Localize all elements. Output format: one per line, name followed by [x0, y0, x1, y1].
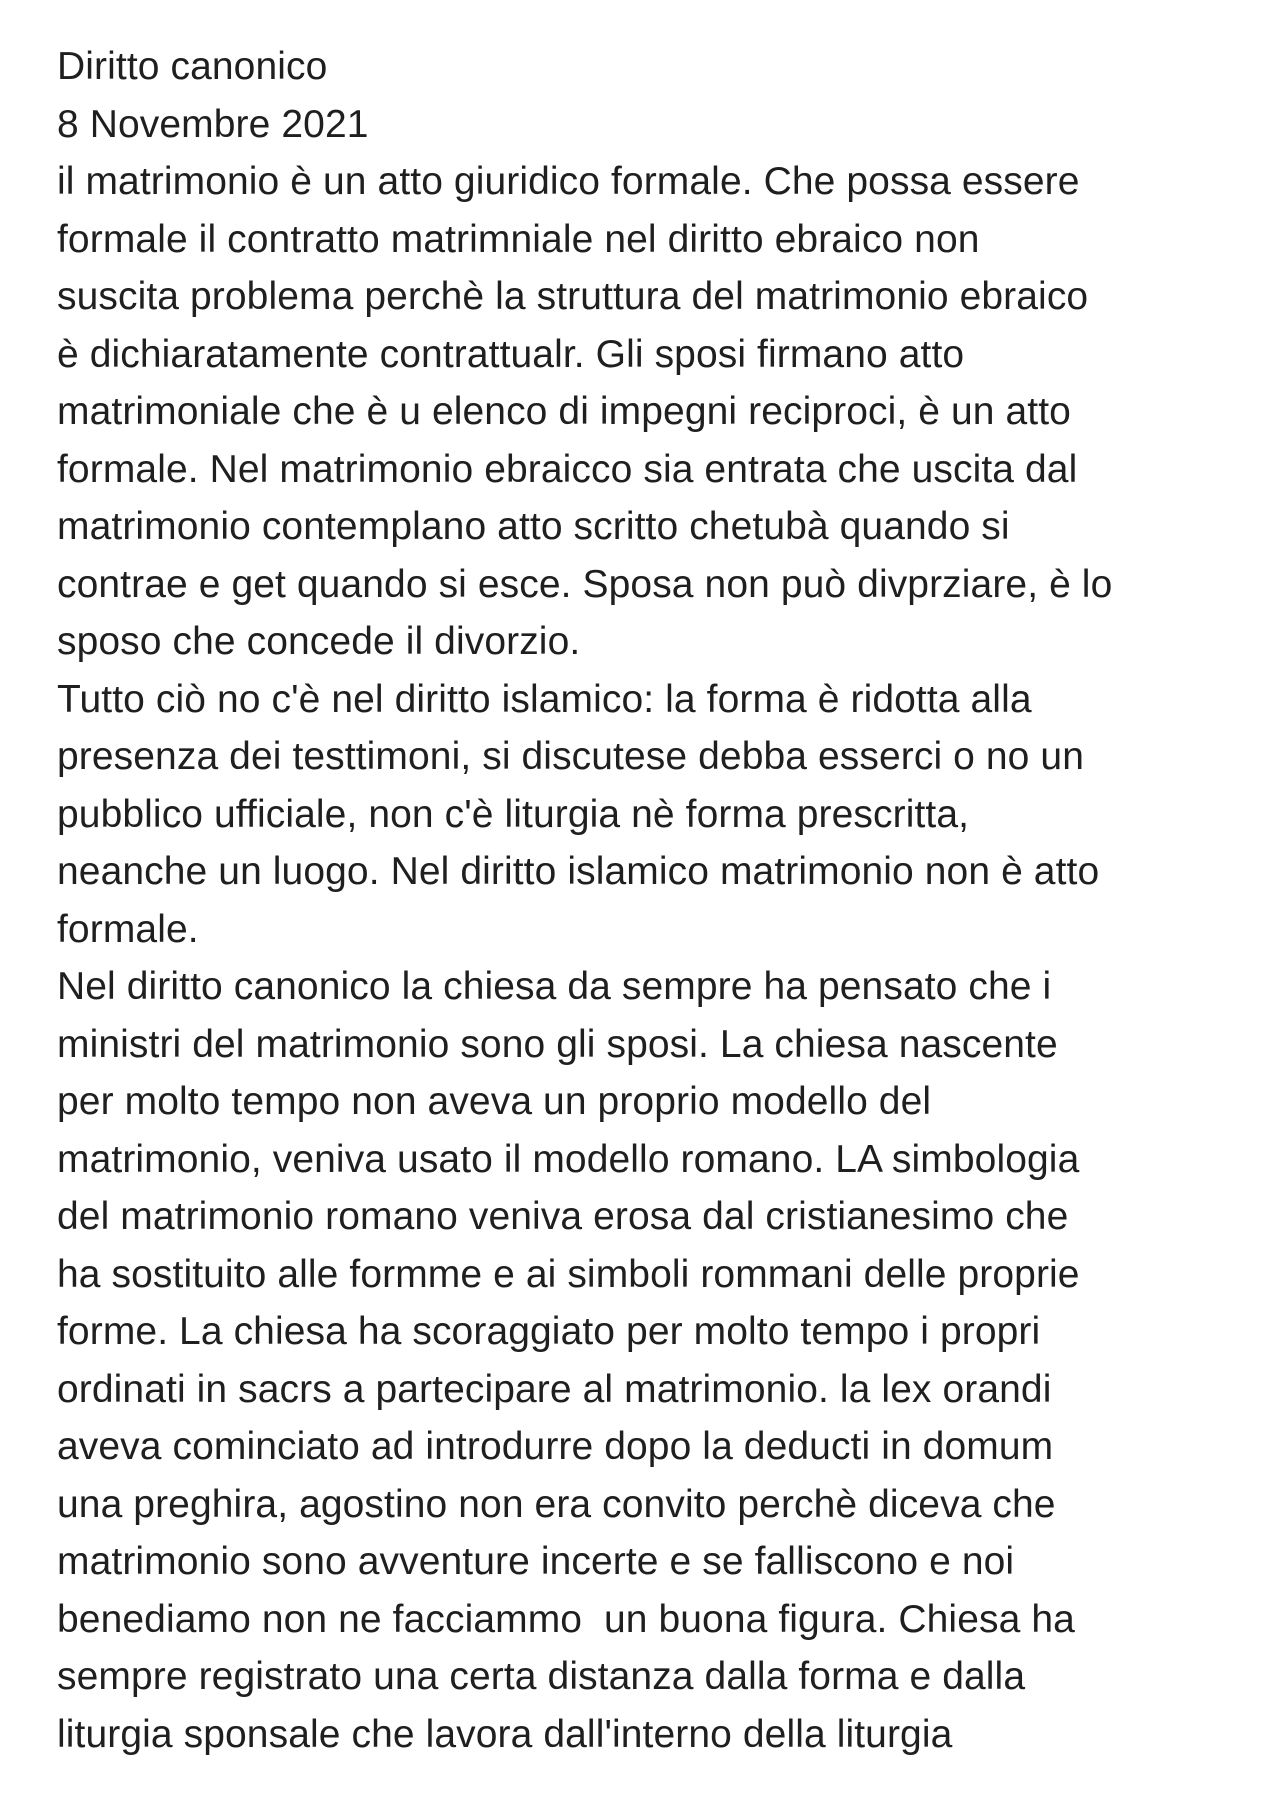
note-line: ministri del matrimonio sono gli sposi. La chiesa nascente — [57, 1022, 1058, 1066]
note-line: Tutto ciò no c'è nel diritto islamico: la forma è ridotta alla — [57, 677, 1032, 721]
note-line: è dichiaratamente contrattualr. Gli sposi firmano atto — [57, 332, 965, 376]
note-line: ordinati in sacrs a partecipare al matrimonio. la lex orandi — [57, 1367, 1052, 1411]
note-body — [57, 38, 1257, 1763]
note-line: aveva cominciato ad introdurre dopo la deducti in domum — [57, 1425, 1054, 1468]
note-line: pubblico ufficiale, non c'è liturgia nè forma prescritta, — [57, 792, 970, 836]
note-date: 8 Novembre 2021 — [57, 102, 369, 146]
note-line: per molto tempo non aveva un proprio modello del — [57, 1080, 932, 1123]
note-line: una preghira, agostino non era convito perchè diceva che — [57, 1482, 1056, 1526]
note-line: sempre registrato una certa distanza dalla forma e dalla — [57, 1655, 1026, 1698]
note-line: forme. La chiesa ha scoraggiato per molto tempo i propri — [57, 1310, 1041, 1353]
note-line: presenza dei testtimoni, si discutese debba esserci o no un — [57, 735, 1084, 778]
note-line: matrimoniale che è u elenco di impegni reciproci, è un atto — [57, 390, 1071, 433]
note-line: matrimonio sono avventure incerte e se falliscono e noi — [57, 1540, 1015, 1583]
note-line: contrae e get quando si esce. Sposa non può divprziare, è lo — [57, 562, 1113, 606]
note-line: formale. Nel matrimonio ebraicco sia entrata che uscita dal — [57, 447, 1078, 491]
note-title: Diritto canonico — [57, 45, 328, 88]
note-line: liturgia sponsale che lavora dall'interno della liturgia — [57, 1712, 953, 1756]
note-line: suscita problema perchè la struttura del matrimonio ebraico — [57, 275, 1089, 318]
note-line: matrimonio, veniva usato il modello romano. LA simbologia — [57, 1137, 1080, 1181]
note-line: formale. — [57, 907, 199, 951]
note-line: neanche un luogo. Nel diritto islamico matrimonio non è atto — [57, 850, 1100, 893]
note-line: matrimonio contemplano atto scritto chetubà quando si — [57, 505, 1010, 548]
note-line: formale il contratto matrimniale nel diritto ebraico non — [57, 217, 980, 261]
note-line: benediamo non ne facciammo un buona figura. Chiesa ha — [57, 1597, 1075, 1641]
note-line: del matrimonio romano veniva erosa dal cristianesimo che — [57, 1195, 1069, 1238]
note-line: Nel diritto canonico la chiesa da sempre ha pensato che i — [57, 965, 1052, 1008]
note-line: ha sostituito alle formme e ai simboli rommani delle proprie — [57, 1252, 1080, 1296]
note-line: sposo che concede il divorzio. — [57, 620, 581, 663]
note-line: il matrimonio è un atto giuridico formale. Che possa essere — [57, 160, 1080, 203]
